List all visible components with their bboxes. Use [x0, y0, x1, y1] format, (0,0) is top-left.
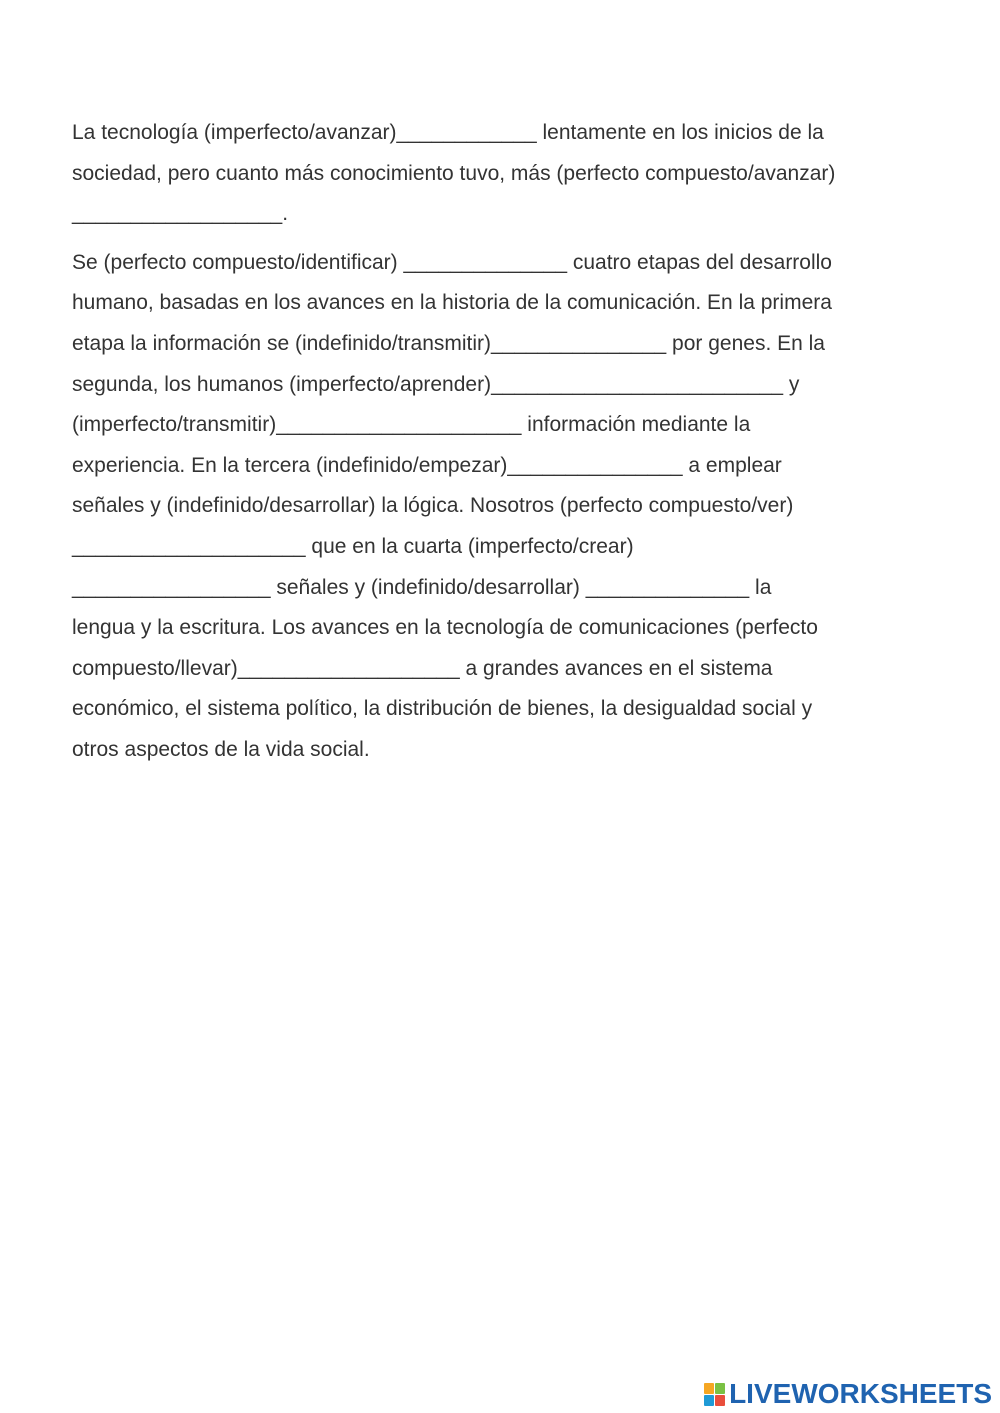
logo-mark-icon	[704, 1383, 725, 1406]
text-line: económico, el sistema político, la distribución de bienes, la desigualdad social y	[72, 697, 813, 721]
logo-tile	[704, 1383, 714, 1394]
text-line: etapa la información se (indefinido/transmitir)_______________ por genes. En la	[72, 331, 825, 355]
liveworksheets-logo	[704, 1379, 992, 1409]
worksheet-body	[72, 113, 942, 771]
text-line: ____________________ que en la cuarta (imperfecto/crear)	[72, 534, 634, 558]
text-line: _________________ señales y (indefinido/desarrollar) ______________ la	[72, 575, 772, 599]
text-line: señales y (indefinido/desarrollar) la lógica. Nosotros (perfecto compuesto/ver)	[72, 494, 794, 518]
text-line: lengua y la escritura. Los avances en la tecnología de comunicaciones (perfecto	[72, 616, 818, 640]
text-line: sociedad, pero cuanto más conocimiento tuvo, más (perfecto compuesto/avanzar)	[72, 161, 836, 185]
text-line: (imperfecto/transmitir)_____________________ información mediante la	[72, 413, 751, 437]
text-line: __________________.	[72, 202, 289, 226]
text-line: humano, basadas en los avances en la historia de la comunicación. En la primera	[72, 291, 832, 315]
text-line: otros aspectos de la vida social.	[72, 737, 370, 761]
paragraph-2	[72, 243, 942, 771]
logo-tile	[715, 1395, 725, 1406]
logo-tile	[715, 1383, 725, 1394]
text-line: segunda, los humanos (imperfecto/aprender)_________________________ y	[72, 372, 800, 396]
text-line: compuesto/llevar)___________________ a grandes avances en el sistema	[72, 656, 773, 680]
logo-tile	[704, 1395, 714, 1406]
text-line: Se (perfecto compuesto/identificar) ______________ cuatro etapas del desarrollo	[72, 250, 832, 274]
paragraph-1	[72, 113, 942, 235]
text-line: La tecnología (imperfecto/avanzar)____________ lentamente en los inicios de la	[72, 121, 824, 144]
logo-text: LIVEWORKSHEETS	[729, 1378, 992, 1409]
text-line: experiencia. En la tercera (indefinido/empezar)_______________ a emplear	[72, 453, 782, 477]
